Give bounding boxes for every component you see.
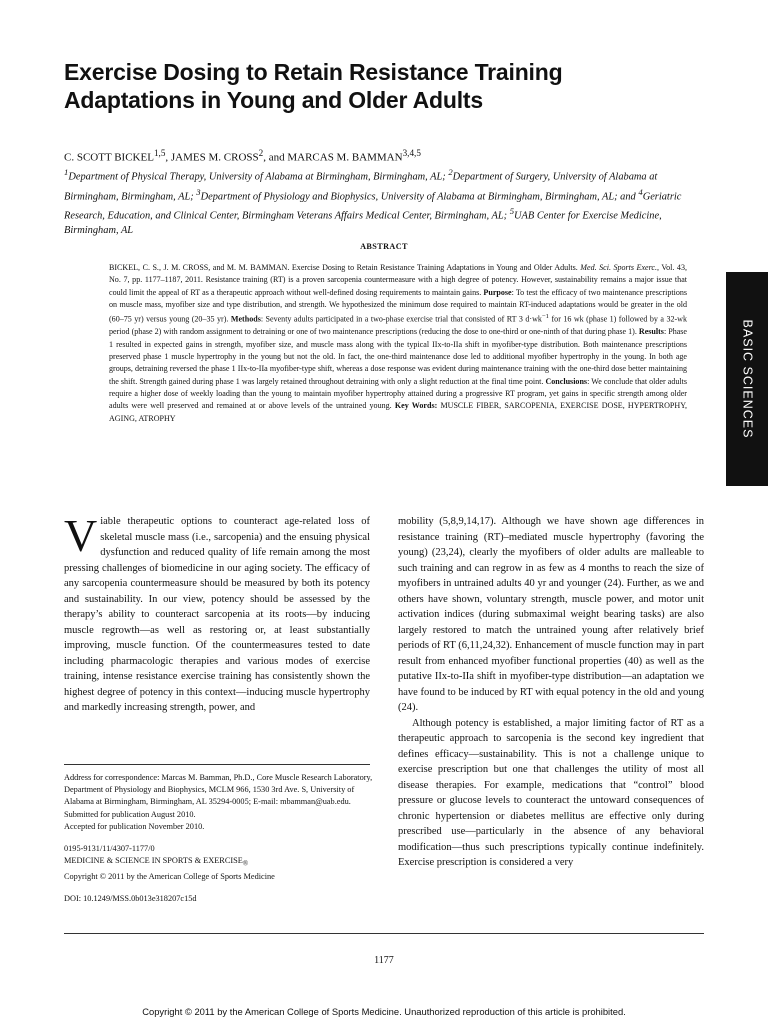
affiliations [64, 165, 714, 238]
doi-line: DOI: 10.1249/MSS.0b013e318207c15d [64, 894, 197, 904]
copyright-line: Copyright © 2011 by the American College of Sports Medicine [64, 872, 275, 882]
author-sep-2: , and MARCAS M. BAMMAN [263, 151, 403, 164]
affil-sup-4: 4 [638, 186, 643, 197]
submitted-date: Submitted for publication August 2010. [64, 809, 196, 819]
journal-mark: ® [242, 860, 249, 868]
journal-name-line [64, 855, 374, 871]
abstract-heading: ABSTRACT [360, 242, 408, 251]
title-line-2: Adaptations in Young and Older Adults [64, 87, 483, 113]
body-paragraph-2: mobility (5,8,9,14,17). Although we have shown age differences in resistance training (RT)–mediated muscle hypertrophy (favoring the young) (23,24), clearly the myofibers of older adults are malleable to such training and can regrow in as few as 4 months to reach the size of myofibers in untrained adults 40 yr and younger (24). Further, as we and others have shown, voluntary strength, muscle power, and motor unit activation indices (during submaximal weight bearing tasks) are also largely restored to match the untrained young after relatively brief periods of RT (6,11,24,32). Enhancement of muscle function may in part result from enhanced myofiber functional properties (40) as well as the putative IIx-to-IIa shift in myofiber-type distribution—an adaptation we have found to be induced by RT with equal potency in the old and young (24). [398, 516, 704, 713]
abstract-purpose-text: : To test the efficacy of two maintenance prescriptions on muscle mass, myofiber size and type distribution, and strength. We hypothesized the minimum dose required to maintain RT-induced adaptations would be greater in the old (60–75 yr) versus young (20–35 yr). [109, 287, 688, 325]
abstract-keywords-text: MUSCLE FIBER, SARCOPENIA, EXERCISE DOSE, HYPERTROPHY, AGING, ATROPHY [109, 401, 687, 423]
abstract-conclusions-label: Conclusions [545, 376, 588, 386]
abstract-results-text: : Phase 1 resulted in expected gains in strength, myofiber size, and muscle mass along with the typical IIx-to-IIa shift in myofiber-type distribution. Both maintenance prescriptions preserved phase 1 muscle hypertrophy in the young but not the old. In fact, the one-third maintenance dose led to additional myofiber hypertrophy in the young. In both age groups, detraining reversed the phase 1 IIx-to-IIa myofiber-type shift, whereas a dose response was evident during maintenance training with the one-third dose better maintaining the shift. Strength gained during phase 1 was largely retained throughout detraining with only a slight reduction at the final time point. [109, 327, 687, 386]
section-side-tab [726, 272, 768, 486]
abstract-journal: Med. Sci. Sports Exerc. [580, 263, 658, 272]
abstract-citation-post: , Vol. 43, No. 7, pp. 1177–1187, 2011. Resistance training (RT) is a proven sarcopenia countermeasure with a high degree of potency. However, sustainability remains a major issue that could limit the appeal of RT as a therapeutic approach without well-defined dosing requirements to maintain gains. [109, 263, 687, 297]
abstract-conclusions-text: : We conclude that older adults require a higher dose of weekly loading than the young to maintain myofiber hypertrophy attained during a progressive RT program, yet gains in specific strength among older adults were well preserved and remained at or above levels of the untrained young. [109, 376, 687, 411]
abstract-methods-label: Methods [230, 315, 261, 325]
abstract-methods-sup: −1 [541, 313, 550, 321]
affil-text-3: Department of Physiology and Biophysics, University of Alabama at Birmingham, Birmingham, AL; and [200, 191, 639, 203]
abstract-methods-text-2: for 16 wk (phase 1) followed by a 32-wk period (phase 2) with random assignment to detraining or one of two maintenance prescriptions (reducing the dose to one-third or one-ninth of that during phase 1). [109, 315, 688, 337]
footer-copyright: Copyright © 2011 by the American College of Sports Medicine. Unauthorized reproduction of this article is prohibited. [142, 1006, 626, 1017]
abstract-keywords-label: Key Words: [394, 401, 438, 411]
body-column-right [398, 514, 704, 871]
abstract-methods-text: : Seventy adults participated in a two-phase exercise trial that consisted of RT 3 d·wk [260, 315, 542, 325]
affil-text-4: Geriatric Research, Education, and Clinical Center, Birmingham Veterans Affairs Medical Center, Birmingham, AL; [64, 191, 682, 222]
affil-sup-3: 3 [196, 186, 201, 197]
title-line-1: Exercise Dosing to Retain Resistance Training [64, 59, 563, 85]
affil-sup-2: 2 [448, 167, 453, 177]
correspondence-block [64, 772, 374, 905]
affil-text-1: Department of Physical Therapy, University of Alabama at Birmingham, Birmingham, AL; [68, 171, 449, 183]
article-title [64, 58, 724, 114]
affil-text-2: Department of Surgery, University of Alabama at Birmingham, Birmingham, AL; [64, 171, 658, 203]
abstract-citation-pre: BICKEL, C. S., J. M. CROSS, and M. M. BAMMAN. Exercise Dosing to Retain Resistance Training Adaptations in Young and Older Adults. [109, 263, 581, 272]
body-column-left [64, 510, 370, 716]
author-list [64, 146, 704, 165]
drop-cap: V [64, 510, 98, 561]
body-paragraph-3: Although potency is established, a major limiting factor of RT as a therapeutic approach to sarcopenia is the second key ingredient that defines efficacy—sustainability. This is not a challenge unique to exercise prescription but one that challenges the utility of most all disease therapies. For example, medications that “control” blood pressure or glucose levels to counteract the untoward consequences of chronic hypertension or diabetes mellitus are effective only during prescribed use—particularly in the absence of any behavioral modification—thus such prescriptions typically continue indefinitely. Exercise prescription is considered a very [398, 717, 704, 868]
affil-sup-5: 5 [509, 206, 515, 217]
section-side-tab-label: BASIC SCIENCES [740, 319, 755, 439]
abstract-results-label: Results [638, 327, 664, 337]
page-number: 1177 [374, 955, 394, 966]
journal-name: MEDICINE & SCIENCE IN SPORTS & EXERCISE [64, 856, 243, 866]
page-footer-divider [64, 933, 704, 934]
correspondence-address: Address for correspondence: Marcas M. Bamman, Ph.D., Core Muscle Research Laboratory, Department of Physiology and Biophysics, MCLM 966, 1530 3rd Ave. S, University of Alabama at Birmingham, Birmingham, AL 35294-0005; E-mail: mbamman@uab.edu. [64, 773, 373, 807]
author-1-sup: 1,5 [153, 148, 166, 158]
author-2-sup: 2 [258, 148, 264, 158]
abstract-body [109, 262, 687, 425]
author-3-sup: 3,4,5 [402, 148, 421, 158]
footnote-divider [64, 764, 370, 765]
issn-line: 0195-9131/11/4307-1177/0 [64, 844, 155, 854]
abstract-purpose-label: Purpose [483, 287, 512, 297]
author-sep-1: , JAMES M. CROSS [165, 151, 259, 164]
affil-sup-1: 1 [64, 167, 69, 177]
body-paragraph-1 [64, 510, 370, 716]
author-1: C. SCOTT BICKEL [64, 151, 154, 164]
body-paragraph-1-text: iable therapeutic options to counteract age-related loss of skeletal muscle mass (i.e., sarcopenia) and the ensuing physical dysfunction and reduced quality of life remain among the most pressing challenges of biomedicine in our aging society. The efficacy of any sarcopenia countermeasure should be measured by both its potency and sustainability. In our view, potency should be assessed by the therapy’s ability to counteract sarcopenia at its roots—by inducing muscle regrowth—as well as restoring or, at least substantially improving, muscle function. Of the countermeasures tested to date including pharmacologic therapies and various modes of exercise training, intense resistance exercise training has consistently shown the highest degree of potency in this context—inducing muscle hypertrophy and markedly increasing strength, power, and [64, 516, 370, 713]
accepted-date: Accepted for publication November 2010. [64, 821, 205, 831]
affil-text-5: UAB Center for Exercise Medicine, Birmingham, AL [64, 210, 662, 237]
